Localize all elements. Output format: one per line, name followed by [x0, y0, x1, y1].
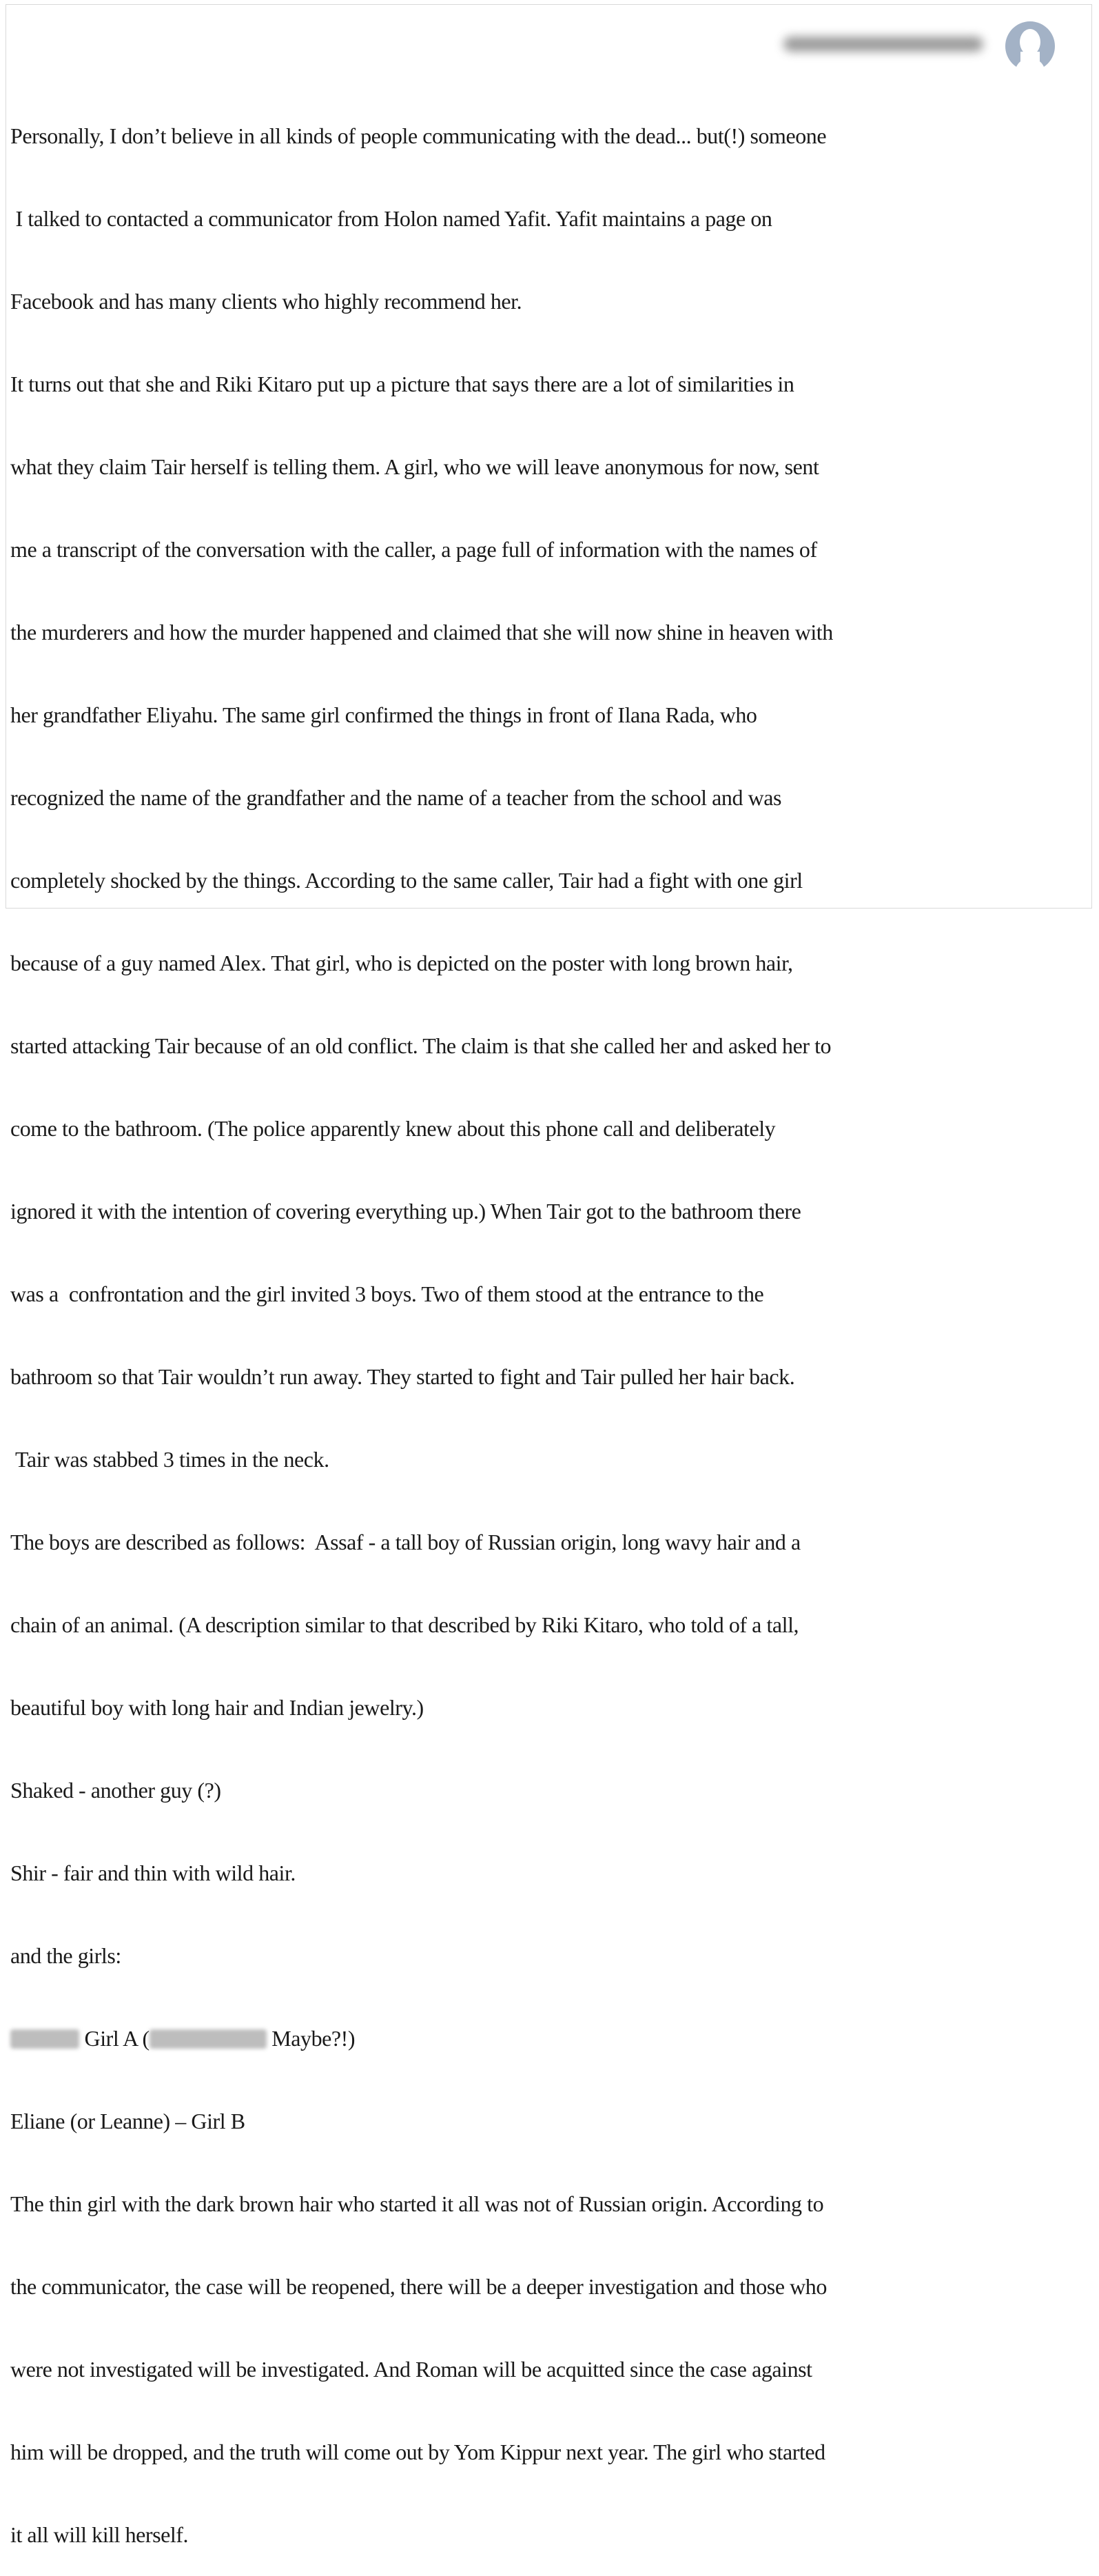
post-line: chain of an animal. (A description similar to that described by Riki Kitaro, who told of a tall,	[10, 1612, 799, 1637]
post-line: him will be dropped, and the truth will come out by Yom Kippur next year. The girl who started	[10, 2440, 825, 2464]
post-line: because of a guy named Alex. That girl, who is depicted on the poster with long brown hair,	[10, 951, 793, 975]
avatar-icon[interactable]	[1005, 21, 1055, 71]
post-line: and the girls:	[10, 1943, 121, 1968]
post-line: It turns out that she and Riki Kitaro put up a picture that says there are a lot of similarities in	[10, 372, 794, 396]
post-line: bathroom so that Tair wouldn’t run away. They started to fight and Tair pulled her hair back.	[10, 1364, 795, 1389]
post-line: was a confrontation and the girl invited 3 boys. Two of them stood at the entrance to the	[10, 1281, 764, 1306]
girl-a-label: Girl A (	[79, 2026, 150, 2051]
post-line: started attacking Tair because of an old conflict. The claim is that she called her and asked her to	[10, 1033, 832, 1058]
post-line: Shir - fair and thin with wild hair.	[10, 1860, 296, 1885]
post-line: Facebook and has many clients who highly recommend her.	[10, 289, 522, 314]
post-line: her grandfather Eliyahu. The same girl confirmed the things in front of Ilana Rada, who	[10, 702, 757, 727]
redacted-name	[150, 2029, 267, 2049]
post-line: recognized the name of the grandfather and the name of a teacher from the school and was	[10, 785, 781, 810]
girl-a-line	[10, 2025, 1089, 2052]
post-line: what they claim Tair herself is telling them. A girl, who we will leave anonymous for now, sent	[10, 454, 819, 479]
post-line: the murderers and how the murder happened and claimed that she will now shine in heaven with	[10, 620, 833, 645]
girl-a-suffix: Maybe?!)	[266, 2026, 356, 2051]
post-line: completely shocked by the things. According to the same caller, Tair had a fight with one girl	[10, 868, 803, 893]
redacted-name	[10, 2029, 79, 2049]
post-line: Personally, I don’t believe in all kinds of people communicating with the dead... but(!) someone	[10, 123, 827, 148]
blurred-author-name	[783, 37, 983, 52]
post-line: the communicator, the case will be reopened, there will be a deeper investigation and those who	[10, 2274, 827, 2299]
post-line: The boys are described as follows: Assaf - a tall boy of Russian origin, long wavy hair and a	[10, 1530, 801, 1554]
post-line: Tair was stabbed 3 times in the neck.	[10, 1447, 329, 1472]
post-line: Eliane (or Leanne) – Girl B	[10, 2109, 245, 2133]
post-line: beautiful boy with long hair and Indian jewelry.)	[10, 1695, 424, 1720]
post-header	[777, 17, 1066, 72]
post-line: ignored it with the intention of covering everything up.) When Tair got to the bathroom there	[10, 1199, 801, 1224]
post-line: Shaked - another guy (?)	[10, 1778, 221, 1803]
post-body	[10, 67, 1089, 2576]
post-line: come to the bathroom. (The police apparently knew about this phone call and deliberately	[10, 1116, 776, 1141]
post-line: The thin girl with the dark brown hair who started it all was not of Russian origin. According to	[10, 2191, 824, 2216]
post-line: were not investigated will be investigated. And Roman will be acquitted since the case against	[10, 2357, 812, 2382]
post-line: it all will kill herself.	[10, 2522, 189, 2547]
post-line: I talked to contacted a communicator from Holon named Yafit. Yafit maintains a page on	[10, 206, 772, 231]
post-line: me a transcript of the conversation with the caller, a page full of information with the names of	[10, 537, 817, 562]
